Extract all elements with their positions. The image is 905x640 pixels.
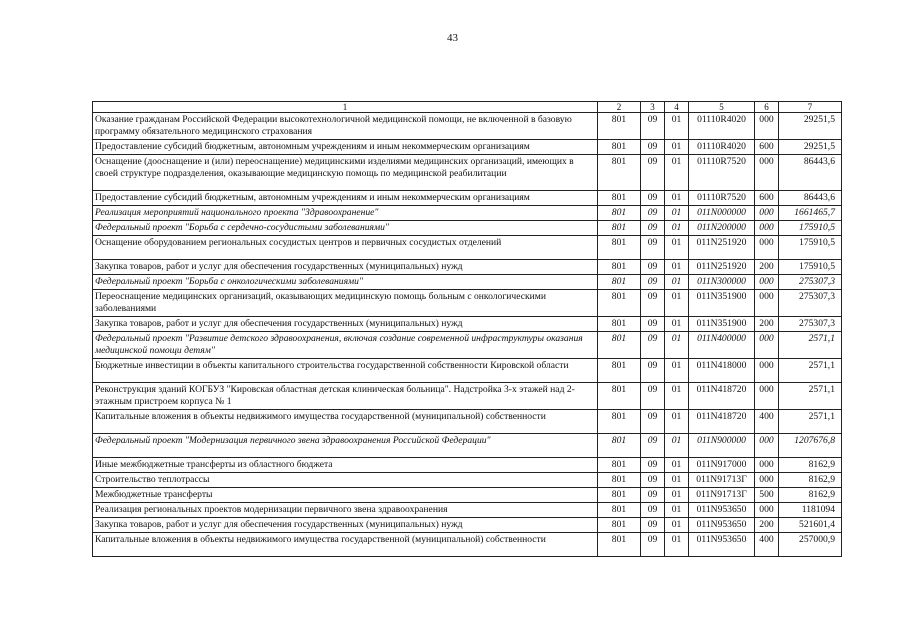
header-col-7: 7 xyxy=(779,102,842,113)
row-expense-type: 000 xyxy=(755,383,779,410)
row-amount: 86443,6 xyxy=(779,155,842,191)
row-target-article: 011N953650 xyxy=(689,518,755,533)
row-name: Иные межбюджетные трансферты из областного бюджета xyxy=(93,458,598,473)
row-amount: 175910,5 xyxy=(779,260,842,275)
row-name: Реконструкция зданий КОГБУЗ "Кировская областная детская клиническая больница". Надстройка 3-х этажей над 2-этажным пристроем корпуса № 1 xyxy=(93,383,598,410)
row-amount: 29251,5 xyxy=(779,140,842,155)
row-name: Бюджетные инвестиции в объекты капитального строительства государственной собственности Кировской области xyxy=(93,359,598,383)
row-name: Строительство теплотрассы xyxy=(93,473,598,488)
row-name: Федеральный проект "Борьба с сердечно-сосудистыми заболеваниями" xyxy=(93,221,598,236)
row-target-article: 01110R7520 xyxy=(689,155,755,191)
row-expense-type: 000 xyxy=(755,434,779,458)
row-section-code: 09 xyxy=(641,113,665,140)
row-subsection-code: 01 xyxy=(665,383,689,410)
row-ministry-code: 801 xyxy=(598,317,641,332)
row-expense-type: 000 xyxy=(755,221,779,236)
row-name: Закупка товаров, работ и услуг для обеспечения государственных (муниципальных) нужд xyxy=(93,518,598,533)
row-name: Оснащение оборудованием региональных сосудистых центров и первичных сосудистых отделений xyxy=(93,236,598,260)
row-section-code: 09 xyxy=(641,458,665,473)
row-subsection-code: 01 xyxy=(665,206,689,221)
row-ministry-code: 801 xyxy=(598,260,641,275)
row-amount: 275307,3 xyxy=(779,317,842,332)
table-row xyxy=(93,290,842,317)
row-target-article: 011N953650 xyxy=(689,503,755,518)
row-expense-type: 000 xyxy=(755,503,779,518)
row-amount: 2571,1 xyxy=(779,332,842,359)
table-row xyxy=(93,359,842,383)
table-row xyxy=(93,332,842,359)
row-target-article: 011N351900 xyxy=(689,290,755,317)
row-amount: 8162,9 xyxy=(779,488,842,503)
row-target-article: 011N953650 xyxy=(689,533,755,557)
row-subsection-code: 01 xyxy=(665,317,689,332)
table-row xyxy=(93,518,842,533)
row-subsection-code: 01 xyxy=(665,332,689,359)
row-section-code: 09 xyxy=(641,533,665,557)
row-amount: 275307,3 xyxy=(779,275,842,290)
header-col-6: 6 xyxy=(755,102,779,113)
row-name: Оснащение (дооснащение и (или) переоснащение) медицинскими изделиями медицинских организаций, имеющих в своей структуре подразделения, оказывающие медицинскую помощь по медицинской реабилитации xyxy=(93,155,598,191)
row-section-code: 09 xyxy=(641,383,665,410)
row-subsection-code: 01 xyxy=(665,236,689,260)
row-target-article: 011N91713Г xyxy=(689,488,755,503)
row-ministry-code: 801 xyxy=(598,155,641,191)
table-row xyxy=(93,317,842,332)
row-subsection-code: 01 xyxy=(665,191,689,206)
row-target-article: 011N300000 xyxy=(689,275,755,290)
row-name: Закупка товаров, работ и услуг для обеспечения государственных (муниципальных) нужд xyxy=(93,317,598,332)
row-amount: 257000,9 xyxy=(779,533,842,557)
row-ministry-code: 801 xyxy=(598,236,641,260)
table-row xyxy=(93,533,842,557)
row-ministry-code: 801 xyxy=(598,410,641,434)
row-target-article: 01110R4020 xyxy=(689,113,755,140)
table-row xyxy=(93,236,842,260)
table-row xyxy=(93,503,842,518)
row-target-article: 011N418720 xyxy=(689,410,755,434)
row-target-article: 011N900000 xyxy=(689,434,755,458)
row-name: Капитальные вложения в объекты недвижимого имущества государственной (муниципальной) собственности xyxy=(93,533,598,557)
table-row xyxy=(93,260,842,275)
row-expense-type: 600 xyxy=(755,140,779,155)
row-subsection-code: 01 xyxy=(665,290,689,317)
row-subsection-code: 01 xyxy=(665,458,689,473)
row-target-article: 011N91713Г xyxy=(689,473,755,488)
row-amount: 2571,1 xyxy=(779,410,842,434)
row-name: Реализация региональных проектов модернизации первичного звена здравоохранения xyxy=(93,503,598,518)
table-body xyxy=(93,113,842,557)
row-name: Переоснащение медицинских организаций, оказывающих медицинскую помощь больным с онкологическими заболеваниями xyxy=(93,290,598,317)
row-ministry-code: 801 xyxy=(598,113,641,140)
row-section-code: 09 xyxy=(641,191,665,206)
header-col-2: 2 xyxy=(598,102,641,113)
row-section-code: 09 xyxy=(641,359,665,383)
row-name: Предоставление субсидий бюджетным, автономным учреждениям и иным некоммерческим организациям xyxy=(93,140,598,155)
row-section-code: 09 xyxy=(641,332,665,359)
row-target-article: 011N251920 xyxy=(689,236,755,260)
row-target-article: 011N000000 xyxy=(689,206,755,221)
header-col-1: 1 xyxy=(93,102,598,113)
row-expense-type: 000 xyxy=(755,113,779,140)
row-section-code: 09 xyxy=(641,221,665,236)
row-amount: 1181094 xyxy=(779,503,842,518)
row-amount: 29251,5 xyxy=(779,113,842,140)
row-subsection-code: 01 xyxy=(665,434,689,458)
row-name: Федеральный проект "Модернизация первичного звена здравоохранения Российской Федерации" xyxy=(93,434,598,458)
row-subsection-code: 01 xyxy=(665,503,689,518)
row-subsection-code: 01 xyxy=(665,518,689,533)
table-row xyxy=(93,275,842,290)
row-section-code: 09 xyxy=(641,155,665,191)
row-ministry-code: 801 xyxy=(598,383,641,410)
row-section-code: 09 xyxy=(641,236,665,260)
row-subsection-code: 01 xyxy=(665,113,689,140)
row-name: Реализация мероприятий национального проекта "Здравоохранение" xyxy=(93,206,598,221)
row-name: Межбюджетные трансферты xyxy=(93,488,598,503)
row-ministry-code: 801 xyxy=(598,488,641,503)
row-expense-type: 000 xyxy=(755,359,779,383)
row-expense-type: 200 xyxy=(755,317,779,332)
row-subsection-code: 01 xyxy=(665,533,689,557)
row-ministry-code: 801 xyxy=(598,473,641,488)
row-target-article: 01110R7520 xyxy=(689,191,755,206)
row-amount: 8162,9 xyxy=(779,458,842,473)
row-name: Капитальные вложения в объекты недвижимого имущества государственной (муниципальной) собственности xyxy=(93,410,598,434)
table-row xyxy=(93,458,842,473)
row-amount: 175910,5 xyxy=(779,236,842,260)
row-expense-type: 600 xyxy=(755,191,779,206)
row-section-code: 09 xyxy=(641,206,665,221)
row-amount: 275307,3 xyxy=(779,290,842,317)
header-col-5: 5 xyxy=(689,102,755,113)
row-subsection-code: 01 xyxy=(665,221,689,236)
row-target-article: 011N418000 xyxy=(689,359,755,383)
row-ministry-code: 801 xyxy=(598,140,641,155)
row-amount: 521601,4 xyxy=(779,518,842,533)
table-row xyxy=(93,410,842,434)
row-target-article: 011N251920 xyxy=(689,260,755,275)
row-section-code: 09 xyxy=(641,140,665,155)
row-name: Федеральный проект "Борьба с онкологическими заболеваниями" xyxy=(93,275,598,290)
table-row xyxy=(93,206,842,221)
row-section-code: 09 xyxy=(641,518,665,533)
row-section-code: 09 xyxy=(641,290,665,317)
row-target-article: 01110R4020 xyxy=(689,140,755,155)
table-row xyxy=(93,191,842,206)
row-section-code: 09 xyxy=(641,410,665,434)
row-target-article: 011N200000 xyxy=(689,221,755,236)
row-ministry-code: 801 xyxy=(598,290,641,317)
row-expense-type: 400 xyxy=(755,410,779,434)
table-row xyxy=(93,488,842,503)
row-subsection-code: 01 xyxy=(665,473,689,488)
row-expense-type: 000 xyxy=(755,332,779,359)
table-row xyxy=(93,155,842,191)
row-section-code: 09 xyxy=(641,503,665,518)
row-expense-type: 000 xyxy=(755,206,779,221)
row-expense-type: 000 xyxy=(755,236,779,260)
row-section-code: 09 xyxy=(641,488,665,503)
row-target-article: 011N400000 xyxy=(689,332,755,359)
table-header-row xyxy=(93,102,842,113)
row-expense-type: 000 xyxy=(755,473,779,488)
header-col-4: 4 xyxy=(665,102,689,113)
row-target-article: 011N351900 xyxy=(689,317,755,332)
row-subsection-code: 01 xyxy=(665,260,689,275)
row-amount: 86443,6 xyxy=(779,191,842,206)
row-ministry-code: 801 xyxy=(598,221,641,236)
row-subsection-code: 01 xyxy=(665,140,689,155)
row-ministry-code: 801 xyxy=(598,359,641,383)
row-expense-type: 000 xyxy=(755,155,779,191)
row-amount: 2571,1 xyxy=(779,359,842,383)
row-subsection-code: 01 xyxy=(665,275,689,290)
row-name: Федеральный проект "Развитие детского здравоохранения, включая создание современной инфраструктуры оказания медицинской помощи детям" xyxy=(93,332,598,359)
row-amount: 175910,5 xyxy=(779,221,842,236)
row-section-code: 09 xyxy=(641,275,665,290)
row-subsection-code: 01 xyxy=(665,359,689,383)
row-expense-type: 200 xyxy=(755,260,779,275)
budget-table xyxy=(92,101,842,557)
row-expense-type: 000 xyxy=(755,290,779,317)
row-amount: 1207676,8 xyxy=(779,434,842,458)
table-row xyxy=(93,383,842,410)
row-name: Предоставление субсидий бюджетным, автономным учреждениям и иным некоммерческим организациям xyxy=(93,191,598,206)
row-expense-type: 000 xyxy=(755,275,779,290)
row-section-code: 09 xyxy=(641,317,665,332)
table-row xyxy=(93,434,842,458)
row-ministry-code: 801 xyxy=(598,458,641,473)
row-expense-type: 200 xyxy=(755,518,779,533)
row-section-code: 09 xyxy=(641,260,665,275)
table-row xyxy=(93,473,842,488)
row-section-code: 09 xyxy=(641,473,665,488)
row-name: Оказание гражданам Российской Федерации высокотехнологичной медицинской помощи, не включенной в базовую программу обязательного медицинского страхования xyxy=(93,113,598,140)
row-ministry-code: 801 xyxy=(598,518,641,533)
header-col-3: 3 xyxy=(641,102,665,113)
row-ministry-code: 801 xyxy=(598,503,641,518)
row-ministry-code: 801 xyxy=(598,533,641,557)
row-ministry-code: 801 xyxy=(598,191,641,206)
row-ministry-code: 801 xyxy=(598,206,641,221)
row-ministry-code: 801 xyxy=(598,332,641,359)
row-ministry-code: 801 xyxy=(598,434,641,458)
row-section-code: 09 xyxy=(641,434,665,458)
table-row xyxy=(93,221,842,236)
table-row xyxy=(93,140,842,155)
row-subsection-code: 01 xyxy=(665,488,689,503)
row-expense-type: 500 xyxy=(755,488,779,503)
row-amount: 2571,1 xyxy=(779,383,842,410)
page-number: 43 xyxy=(447,32,458,44)
row-amount: 8162,9 xyxy=(779,473,842,488)
row-expense-type: 000 xyxy=(755,458,779,473)
row-subsection-code: 01 xyxy=(665,155,689,191)
row-name: Закупка товаров, работ и услуг для обеспечения государственных (муниципальных) нужд xyxy=(93,260,598,275)
row-ministry-code: 801 xyxy=(598,275,641,290)
row-amount: 1661465,7 xyxy=(779,206,842,221)
row-subsection-code: 01 xyxy=(665,410,689,434)
row-target-article: 011N917000 xyxy=(689,458,755,473)
table-row xyxy=(93,113,842,140)
row-target-article: 011N418720 xyxy=(689,383,755,410)
row-expense-type: 400 xyxy=(755,533,779,557)
